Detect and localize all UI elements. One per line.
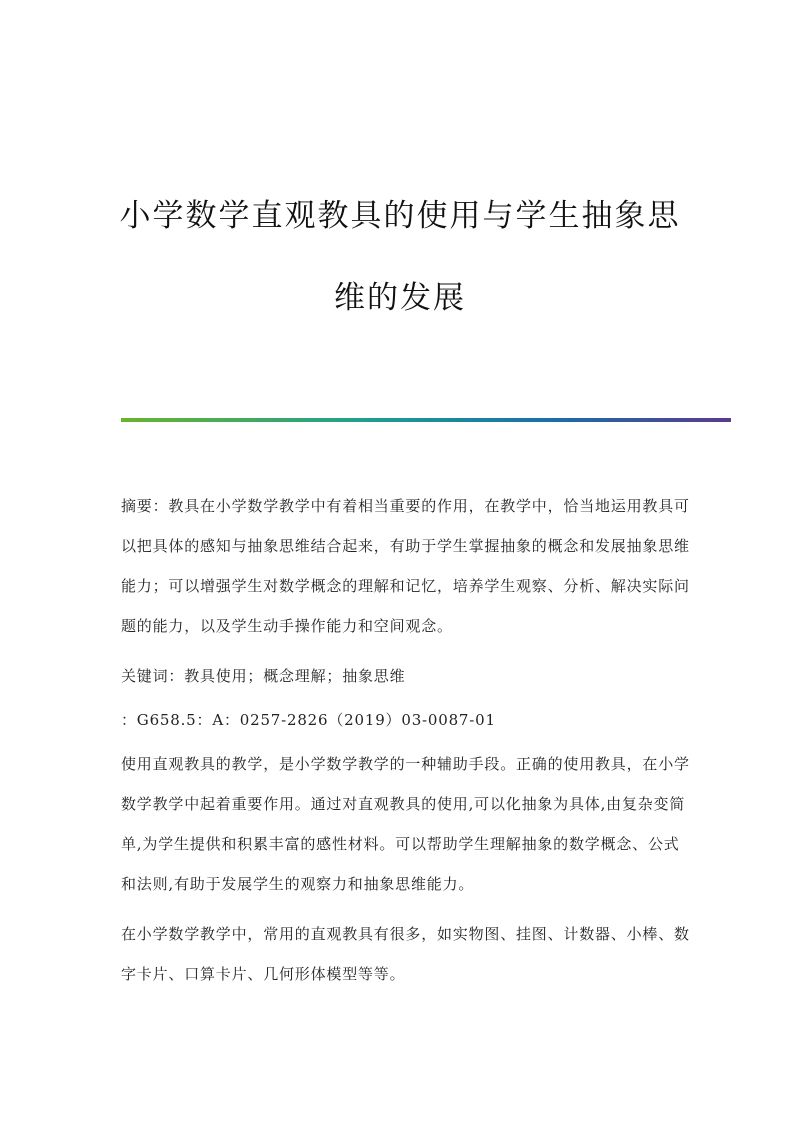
- keywords-line: 关键词：教具使用；概念理解；抽象思维: [121, 667, 406, 685]
- abstract-paragraph: 摘要：教具在小学数学教学中有着相当重要的作用，在教学中，恰当地运用教具可以把具体的感知与抽象思维结合起来，有助于学生掌握抽象的概念和发展抽象思维能力；可以增强学生对数学概念的理解和记忆，培养学生观察、分析、解决实际问题的能力，以及学生动手操作能力和空间观念。: [121, 497, 690, 635]
- title-divider: [121, 418, 731, 422]
- classification-line: ：G658.5：A：0257-2826（2019）03-0087-01: [121, 711, 496, 729]
- document-title-line-1: 小学数学直观教具的使用与学生抽象思: [119, 198, 681, 234]
- document-title-line-2: 维的发展: [334, 280, 466, 316]
- document-body: [121, 486, 691, 1004]
- body-paragraph-2: 在小学数学教学中，常用的直观教具有很多，如实物图、挂图、计数器、小棒、数字卡片、口算卡片、几何形体模型等等。: [121, 925, 690, 983]
- body-paragraph-1: 使用直观教具的教学，是小学数学教学的一种辅助手段。正确的使用教具，在小学数学教学中起着重要作用。通过对直观教具的使用,可以化抽象为具体,由复杂变简单,为学生提供和积累丰富的感性材料。可以帮助学生理解抽象的数学概念、公式和法则,有助于发展学生的观察力和抽象思维能力。: [121, 755, 690, 893]
